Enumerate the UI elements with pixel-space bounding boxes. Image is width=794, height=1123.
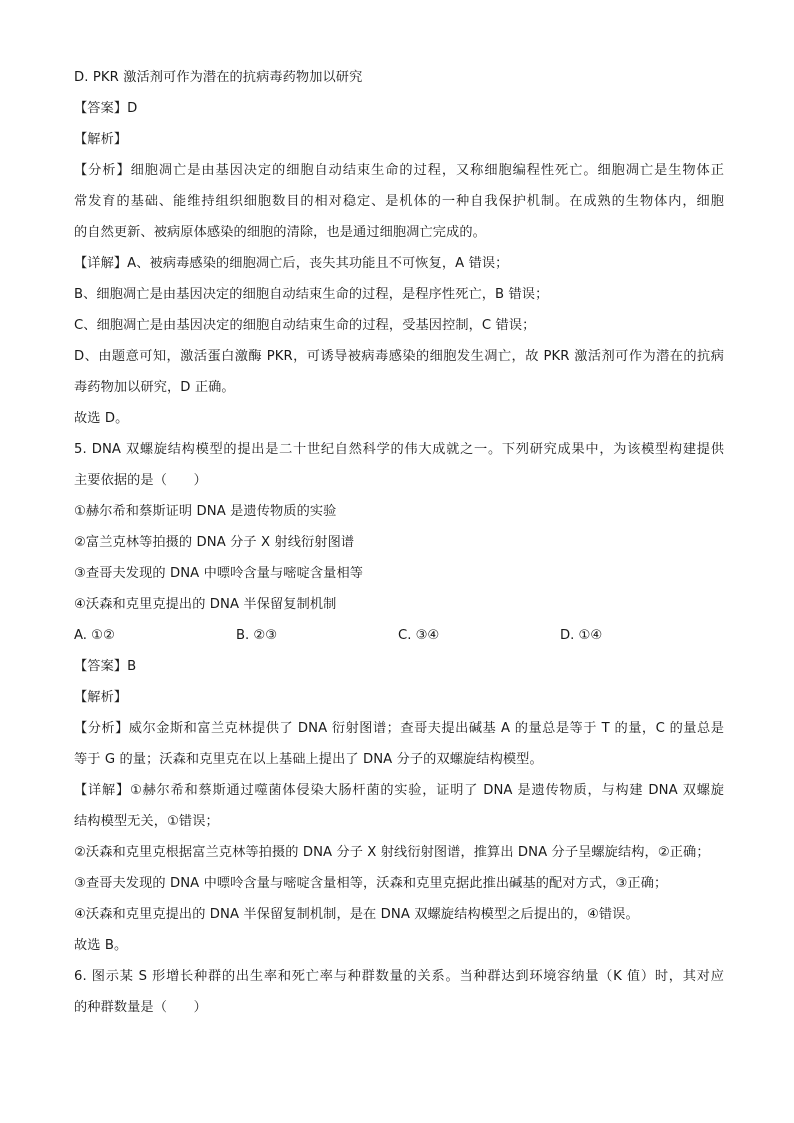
detail-text: ②沃森和克里克根据富兰克林等拍摄的 DNA 分子 X 射线衍射图谱，推算出 DNA 分子呈螺旋结构，②正确； [74, 845, 710, 860]
question-5-stem: 5. DNA 双螺旋结构模型的提出是二十世纪自然科学的伟大成就之一。下列研究成果中，为该模型构建提供 [74, 442, 724, 457]
option-d-line: D. PKR 激活剂可作为潜在的抗病毒药物加以研究 [74, 70, 363, 85]
question-6-stem: 6. 图示某 S 形增长种群的出生率和死亡率与种群数量的关系。当种群达到环境容纳量（K 值）时，其对应 [74, 969, 724, 984]
analysis-text: 的自然更新、被病原体感染的细胞的清除，也是通过细胞凋亡完成的。 [74, 225, 486, 240]
question-5-item: ②富兰克林等拍摄的 DNA 分子 X 射线衍射图谱 [74, 535, 355, 550]
analysis-label: 【解析】 [74, 690, 128, 705]
detail-text: C、细胞凋亡是由基因决定的细胞自动结束生命的过程，受基因控制，C 错误； [74, 318, 536, 333]
detail-text: 结构模型无关，①错误； [74, 814, 219, 829]
question-5-options [74, 620, 724, 651]
option-b: B. ②③ [236, 628, 278, 643]
option-d: D. ①④ [560, 628, 603, 643]
analysis-label: 【解析】 [74, 132, 128, 147]
answer-label: 【答案】D [74, 101, 138, 116]
question-5-item: ③查哥夫发现的 DNA 中嘌呤含量与嘧啶含量相等 [74, 566, 364, 581]
analysis-text: 等于 G 的量；沃森和克里克在以上基础上提出了 DNA 分子的双螺旋结构模型。 [74, 752, 543, 767]
detail-text: 【详解】A、被病毒感染的细胞凋亡后，丧失其功能且不可恢复，A 错误； [74, 256, 509, 271]
analysis-text: 【分析】细胞凋亡是由基因决定的细胞自动结束生命的过程，又称细胞编程性死亡。细胞凋亡是生物体正 [74, 163, 724, 178]
conclusion-text: 故选 D。 [74, 411, 129, 426]
question-5-item: ①赫尔希和蔡斯证明 DNA 是遗传物质的实验 [74, 504, 337, 519]
analysis-text: 【分析】威尔金斯和富兰克林提供了 DNA 衍射图谱；查哥夫提出碱基 A 的量总是等于 T 的量，C 的量总是 [74, 721, 724, 736]
detail-text: ④沃森和克里克提出的 DNA 半保留复制机制，是在 DNA 双螺旋结构模型之后提出的，④错误。 [74, 907, 639, 922]
document-page [74, 62, 724, 1023]
detail-text: D、由题意可知，激活蛋白激酶 PKR，可诱导被病毒感染的细胞发生凋亡，故 PKR 激活剂可作为潜在的抗病 [74, 349, 724, 364]
detail-text: 毒药物加以研究，D 正确。 [74, 380, 235, 395]
detail-text: B、细胞凋亡是由基因决定的细胞自动结束生命的过程，是程序性死亡，B 错误； [74, 287, 549, 302]
option-a: A. ①② [74, 628, 115, 643]
detail-text: ③查哥夫发现的 DNA 中嘌呤含量与嘧啶含量相等，沃森和克里克据此推出碱基的配对方式，③正确； [74, 876, 668, 891]
question-6-stem: 的种群数量是（ ） [74, 1000, 207, 1015]
option-c: C. ③④ [398, 628, 440, 643]
detail-text: 【详解】①赫尔希和蔡斯通过噬菌体侵染大肠杆菌的实验，证明了 DNA 是遗传物质，与构建 DNA 双螺旋 [74, 783, 724, 798]
conclusion-text: 故选 B。 [74, 938, 128, 953]
answer-label: 【答案】B [74, 659, 137, 674]
question-5-stem: 主要依据的是（ ） [74, 473, 207, 488]
analysis-text: 常发育的基础、能维持组织细胞数目的相对稳定、是机体的一种自我保护机制。在成熟的生物体内，细胞 [74, 194, 724, 209]
question-5-item: ④沃森和克里克提出的 DNA 半保留复制机制 [74, 597, 337, 612]
